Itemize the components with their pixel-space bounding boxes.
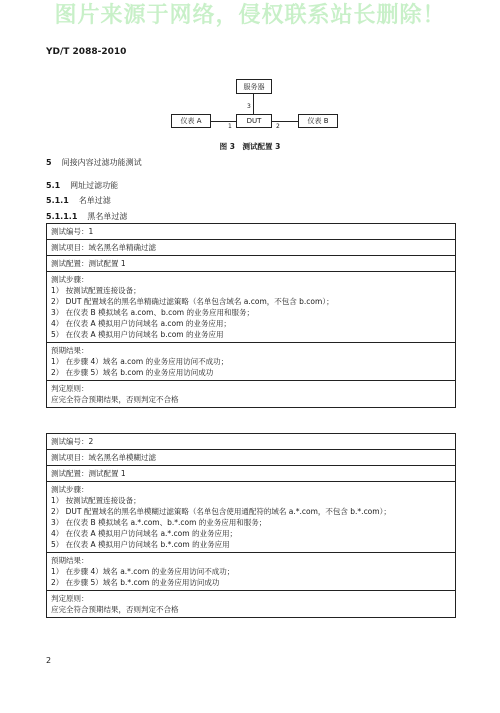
heading-5-1-text: 网址过滤功能	[70, 181, 119, 190]
port-2-label: 2	[276, 123, 280, 130]
steps-title: 测试步骤：	[51, 485, 89, 494]
test-item-row: 测试项目：域名黑名单精确过滤	[47, 240, 455, 256]
step-item: 3） 在仪表 B 模拟域名 a.com、b.com 的业务应用和服务；	[51, 308, 254, 317]
port-1-label: 1	[228, 123, 232, 130]
dut-box: DUT	[236, 114, 272, 128]
heading-5	[46, 157, 142, 168]
test-expected-row	[47, 553, 455, 591]
expected-item: 2） 在步骤 5）域名 b.com 的业务应用访问成功	[51, 368, 214, 377]
step-item: 1） 按测试配置连接设备；	[51, 286, 141, 295]
step-item: 5） 在仪表 A 模拟用户访问域名 b.*.com 的业务应用	[51, 540, 230, 549]
meter-a-box: 仪表 A	[171, 114, 211, 128]
expected-item: 2） 在步骤 5）域名 b.*.com 的业务应用访问成功	[51, 578, 220, 587]
port-3-label: 3	[247, 103, 251, 110]
expected-title: 预期结果：	[51, 556, 89, 565]
test-id-row: 测试编号：2	[47, 434, 455, 450]
heading-5-1-number: 5.1	[46, 181, 61, 190]
step-item: 1） 按测试配置连接设备；	[51, 496, 141, 505]
meter-b-box: 仪表 B	[298, 114, 338, 128]
test-criteria-row	[47, 381, 455, 407]
heading-5-number: 5	[46, 158, 52, 167]
page-number: 2	[46, 656, 52, 665]
test-expected-row	[47, 343, 455, 381]
criteria-title: 判定原则：	[51, 594, 89, 603]
test-item-row: 测试项目：域名黑名单模糊过滤	[47, 450, 455, 466]
test-table-2	[46, 433, 456, 618]
expected-title: 预期结果：	[51, 346, 89, 355]
step-item: 5） 在仪表 A 模拟用户访问域名 b.com 的业务应用	[51, 330, 224, 339]
heading-5-1-1-1	[46, 211, 127, 222]
steps-title: 测试步骤：	[51, 275, 89, 284]
test-steps-row	[47, 482, 455, 553]
meter-a-dut-link	[211, 121, 236, 122]
heading-5-1	[46, 180, 118, 191]
test-table-1	[46, 223, 456, 408]
test-criteria-row	[47, 591, 455, 617]
heading-5-1-1-1-number: 5.1.1.1	[46, 212, 78, 221]
test-id-row: 测试编号：1	[47, 224, 455, 240]
step-item: 4） 在仪表 A 模拟用户访问域名 a.*.com 的业务应用；	[51, 529, 237, 538]
expected-item: 1） 在步骤 4）域名 a.*.com 的业务应用访问不成功；	[51, 567, 235, 576]
step-item: 3） 在仪表 B 模拟域名 a.*.com、b.*.com 的业务应用和服务；	[51, 518, 267, 527]
heading-5-1-1-text: 名单过滤	[78, 196, 111, 205]
test-config-row: 测试配置：测试配置 1	[47, 466, 455, 482]
heading-5-1-1-number: 5.1.1	[46, 196, 69, 205]
step-item: 2） DUT 配置域名的黑名单精确过滤策略（名单包含域名 a.com，不包含 b.com）；	[51, 297, 334, 306]
standard-code: YD/T 2088-2010	[46, 47, 127, 57]
test-steps-row	[47, 272, 455, 343]
criteria-text: 应完全符合预期结果，否则判定不合格	[51, 395, 179, 404]
expected-item: 1） 在步骤 4）域名 a.com 的业务应用访问不成功；	[51, 357, 229, 366]
step-item: 2） DUT 配置域名的黑名单模糊过滤策略（名单包含使用通配符的域名 a.*.com，不包含 b.*.com）；	[51, 507, 391, 516]
server-dut-link	[253, 94, 254, 114]
watermark: 图片来源于网络，侵权联系站长删除！	[54, 3, 446, 28]
criteria-title: 判定原则：	[51, 384, 89, 393]
figure-test-config-3	[0, 0, 500, 160]
figure-caption: 图 3 测试配置 3	[219, 142, 281, 151]
heading-5-text: 间接内容过滤功能测试	[61, 158, 142, 167]
heading-5-1-1-1-text: 黑名单过滤	[87, 212, 128, 221]
server-box: 服务器	[236, 79, 272, 94]
test-config-row: 测试配置：测试配置 1	[47, 256, 455, 272]
criteria-text: 应完全符合预期结果，否则判定不合格	[51, 605, 179, 614]
step-item: 4） 在仪表 A 模拟用户访问域名 a.com 的业务应用；	[51, 319, 231, 328]
heading-5-1-1	[46, 195, 111, 206]
dut-meter-b-link	[272, 121, 298, 122]
